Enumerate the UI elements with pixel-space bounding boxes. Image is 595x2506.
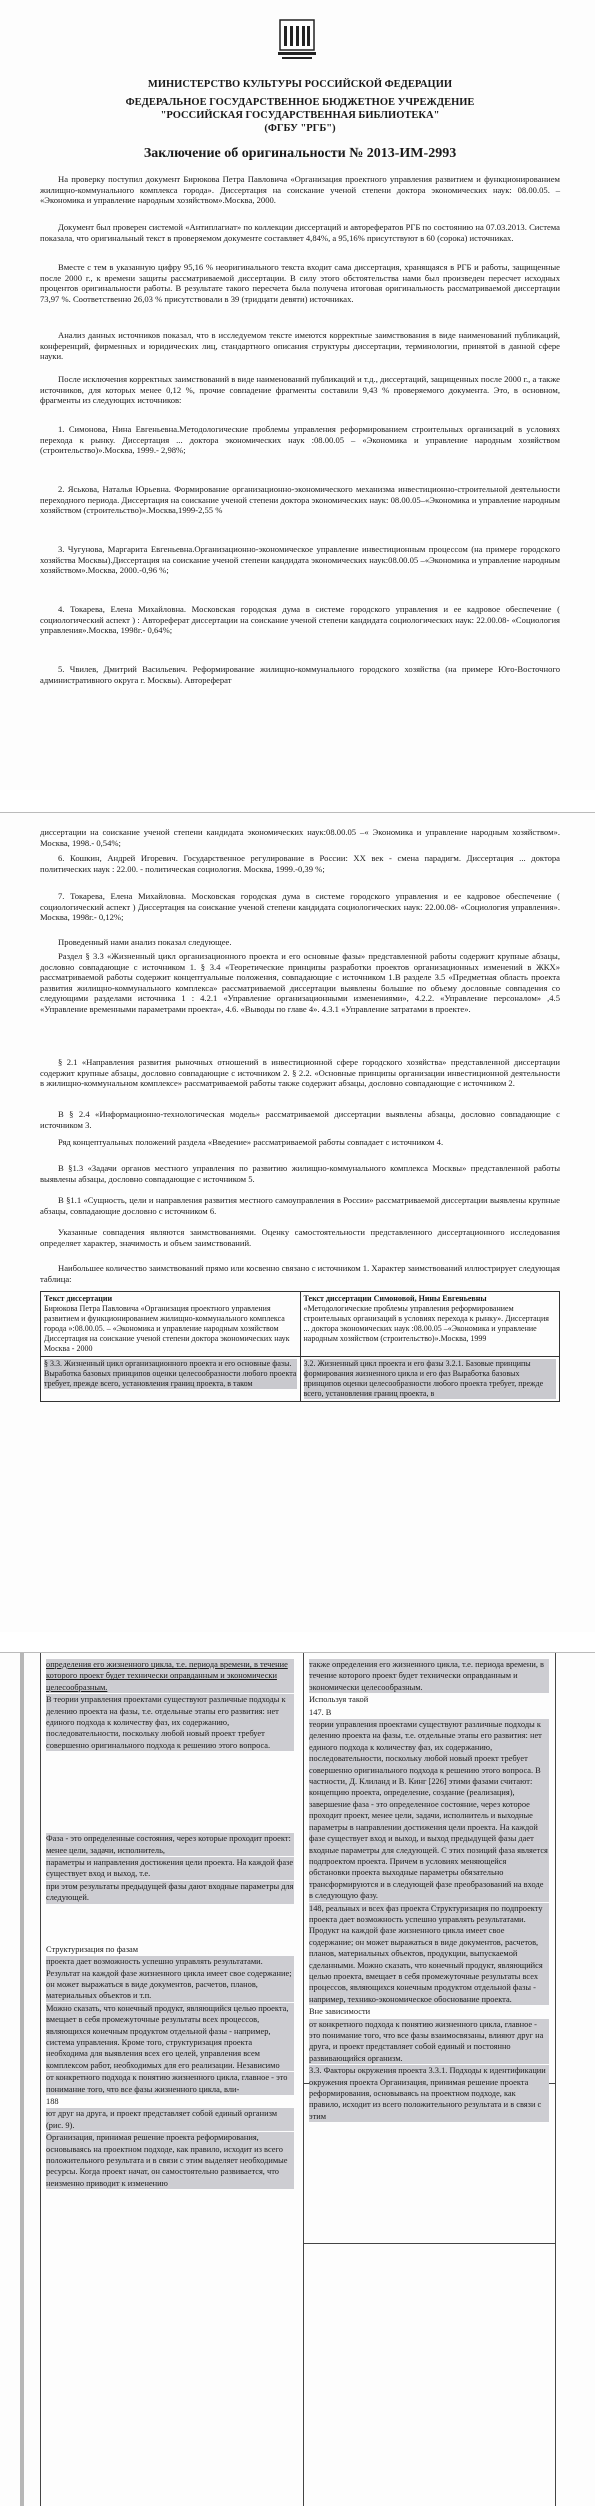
table-head-left: Бирюкова Петра Павловича «Организация проектного управления развитием и функционированием жилищно-коммунального комплекса города »:08.00.05. – «Экономика и управление народным хозяйством Диссертация на соискание ученой степени доктора экономических наук Москва - 2000 [44,1304,290,1353]
institution-line-1: ФЕДЕРАЛЬНОЕ ГОСУДАРСТВЕННОЕ БЮДЖЕТНОЕ УЧРЕЖДЕНИЕ [125,97,475,108]
text-fragment: Можно сказать, что конечный продукт, являющийся целью проекта, вмещает в себя промежуточные результаты всех процессов, являющихся конечным продуктом отдельной фазы - например, система управления. Кроме того, структуризация проекта необходима для выявления всех его целей, управления всем комплексом работ, необходимых для его реализации. Независимо [46,2003,294,2071]
finding-paragraph: Ряд концептуальных положений раздела «Введение» рассматриваемой работы совпадает с источником 4. [58,1137,444,1147]
text-fragment: при этом результаты предыдущей фазы дают входные параметры для следующей. [46,1881,294,1903]
table-divider [303,1653,304,2506]
ministry-heading: МИНИСТЕРСТВО КУЛЬТУРЫ РОССИЙСКОЙ ФЕДЕРАЦИИ [147,79,453,90]
intro-paragraph: На проверку поступил документ Бирюкова Петра Павловича «Организация проектного управления развитием и функционированием жилищно-коммунального комплекса города». Диссертация на соискание ученой степени доктора экономических наук: 08.00.05. – «Экономика и управление народным хозяйством».Москва, 2000. [40,174,560,206]
table-border-left [40,1653,41,2506]
text-fragment: определения его жизненного цикла, т.е. периода времени, в течение которого проект будет технически оправданным и экономически целесообразным. [46,1659,294,1693]
text-fragment: Вне зависимости [309,2007,371,2017]
text-fragment: Структуризация по фазам [46,1944,139,1954]
source-item: 1. Симонова, Нина Евгеньевна.Методологические проблемы управления реформированием строительных организаций в условиях перехода к рынку. Диссертация ... доктора экономических наук :08.00.05 – «Экономика и управление народным хозяйством (строительство)».Москва, 1999.- 2,98%; [40,424,560,456]
page-3 [0,1652,595,2506]
comparison-table [40,1291,560,1402]
source-item: 5. Чвилев, Дмитрий Васильевич. Реформирование жилищно-коммунального городского хозяйства (на примере Юго-Восточного административного округа г. Москвы). Автореферат [40,664,560,685]
recalculation-paragraph: Вместе с тем в указанную цифру 95,16 % неоригинального текста входит сама диссертация, хранящаяся в РГБ и работы, защищенные после 2000 г., к времени защиты рассматриваемой диссертации. В силу этого обстоятельства нами был произведен пересчет исходных процентов оригинальности работы. В результате такого пересчета была получена итоговая оригинальность рассматриваемой диссертации 73,97 %. Соответственно 26,03 % присутствовали в 39 (тридцати девяти) источниках. [40,262,560,304]
row-divider [303,2243,555,2244]
right-column [309,1659,549,2123]
page-1 [0,0,595,790]
borrowings-paragraph: После исключения корректных заимствований в виде наименований публикаций и т.д., диссертаций, защищенных после 2000 г., а также источников, для которых менее 0,12 %, прочие совпадение фрагменты составили 9,43 % проверяемого документа. Это, в основном, фрагменты из следующих источников: [40,374,560,406]
left-column [46,1659,294,2190]
spacer [46,1752,294,1832]
source-continuation: диссертации на соискание ученой степени кандидата экономических наук:08.00.05 –« Экономика и управление народным хозяйством». Москва, 1998.- 0,54%; [40,827,560,848]
table-border-right [555,1653,556,2506]
table-head-left-title: Текст диссертации [44,1294,113,1303]
finding-paragraph: Указанные совпадения являются заимствованиями. Оценку самостоятельности представленного диссертационного исследования определяет характер, значимость и объем заимствований. [40,1227,560,1248]
table-row [41,1357,560,1402]
text-fragment: Используя такой [309,1695,369,1705]
text-fragment: 148, реальных и всех фаз проекта Структуризация по подпроекту проекта дает возможность успешно управлять результатами. Продукт на каждой фазе жизненного цикла имеет свое содержание; он может выражаться в виде документов, расчетов, планов, материальных объектов, продукции, выпускаемой сделанными. Можно сказать, что конечный продукт, являющийся целью проекта, вмещает в себя промежуточные результаты всех процессов, являющихся конечным продуктом отдельной фазы - например, технико-экономическое обоснование проекта. [309,1903,549,2006]
text-fragment: В теории управления проектами существуют различные подходы к делению проекта на фазы, т.е. отдельные этапы его развития: нет единого подхода к количеству фаз, их содержанию, последовательности, поскольку любой новый проект требует совершенно оригинального подхода к решению этого вопроса. [46,1694,294,1751]
table-cell-left: § 3.3. Жизненный цикл организационного проекта и его основные фазы. Выработка базовых принципов оценки целесообразности любого проекта требует, прежде всего, установления границ проекта, в таком [44,1359,297,1388]
source-item: 4. Токарева, Елена Михайловна. Московская городская дума в системе городского управления и ее кадровое обеспечение ( социологический аспект ) : Автореферат диссертации на соискание ученой степени кандидата социологических наук: 22.00.08- «Социология управления».Москва, 1998г.- 0,64%; [40,604,560,636]
source-item: 3. Чугунова, Маргарита Евгеньевна.Организационно-экономическое управление инвестиционным процессом (на примере городского хозяйства Москвы).Диссертация на соискание ученой степени кандидата экономических наук:08.00.05 –«Экономика и управление народным хозяйством».Москва, 2000.-0,96 %; [40,544,560,576]
text-fragment: Фаза - это определенные состояния, через которые проходит проект: менее цели, задачи, исполнитель, [46,1833,294,1856]
source-item: 7. Токарева, Елена Михайловна. Московская городская дума в системе городского управления и ее кадровое обеспечение ( социологический аспект ) Диссертация на соискание ученой степени кандидата социологических наук: 22.00.08- «Социология управления». Москва, 1998г.- 0,12%; [40,891,560,923]
institution-line-2: "РОССИЙСКАЯ ГОСУДАРСТВЕННАЯ БИБЛИОТЕКА" [160,110,440,121]
finding-paragraph: § 2.1 «Направления развития рыночных отношений в инвестиционной сфере городского хозяйства» представленной диссертации содержит крупные абзацы, дословно совпадающие с источником 2. § 2.2. «Основные принципы организации инвестиционной деятельности в жилищно-коммунальном комплексе» рассматриваемой работы также содержит абзацы, дословно совпадающие с источником 2. [40,1057,560,1089]
finding-paragraph: В § 2.4 «Информационно-технологическая модель» рассматриваемой диссертации выявлены абзацы, дословно совпадающие с источником 3. [40,1109,560,1130]
table-intro: Наибольшее количество заимствований прямо или косвенно связано с источником 1. Характер заимствований иллюстрирует следующая таблица: [40,1263,560,1284]
institution-short: (ФГБУ "РГБ") [264,123,336,134]
document-title: Заключение об оригинальности № 2013-ИМ-2993 [143,146,457,161]
text-fragment: 147. В [309,1707,332,1717]
table-head-right-title: Текст диссертации Симоновой, Нины Евгеньевны [303,1294,487,1303]
source-item: 6. Кошкин, Андрей Игоревич. Государственное регулирование в России: XX век - смена парадигм. Диссертация ... доктора политических наук : 22.00. - политическая социология. Москва, 1999.-0,39 %; [40,853,560,874]
text-fragment: от конкретного подхода к понятию жизненного цикла, главное - это понимание того, что все фазы жизненного цикла, вли- [46,2072,294,2095]
source-item: 2. Яськова, Наталья Юрьевна. Формирование организационно-экономического механизма инвестиционно-строительной деятельности переходного периода. Диссертация на соискание ученой степени доктора экономических наук: 08.00.05–«Экономика и управление народным хозяйством (строительство)».Москва,1999-2,55 % [40,484,560,516]
text-fragment: Организация, принимая решение проекта реформирования, основываясь на проектном подходе, как правило, исходит из всего положительного результата и в связи с этим выделяет необходимые ресурсы. Когда проект начат, он самостоятельно развивается, что неизменно приводит к изменению [46,2132,294,2189]
table-head-right: «Методологические проблемы управления реформированием строительных организаций в условиях перехода к рынку». Диссертация ... доктора экономических наук :08.00.05 –«Экономика и управление народным хозяйством (строительство)».Москва, 1999 [303,1304,549,1343]
spacer [46,1905,294,1943]
library-emblem-icon [276,16,318,64]
finding-paragraph: Раздел § 3.3 «Жизненный цикл организационного проекта и его основные фазы» представленной работы содержит крупные абзацы, дословно совпадающие с источником 1. § 3.4 «Теоретические принципы разработки проектов организационных изменений в ЖКХ» рассматриваемой работы содержит концептуальные положения, совпадающие с источником 1.В разделе 3.5 «Предметная область проекта развития жилищно-коммунального комплекса» рассматриваемой диссертации выявлены большие по объему дословные совпадения со следующими разделами источника 1 : 4.2.1 «Управление организационными изменениями», 4.2.2. «Управление персоналом» ,4.5 «Управление временными параметрами проекта», 4.6. «Выводы по главе 4». 4.3.1 «Управление затратами в проекте». [40,951,560,1014]
table-header-row [41,1292,560,1357]
finding-paragraph: В §1.1 «Сущность, цели и направления развития местного самоуправления в России» рассматриваемой диссертации выявлены крупные абзацы, совпадающие дословно с источником 6. [40,1195,560,1216]
text-fragment: ют друг на друга, и проект представляет собой единый организм (рис. 9). [46,2108,294,2131]
finding-paragraph: В §1.3 «Задачи органов местного управления по развитию жилищно-коммунального комплекса Москвы» представленной работы выявлены абзацы, дословно совпадающие с источником 5. [40,1163,560,1184]
text-fragment: также определения его жизненного цикла, т.е. периода времени, в течение которого проект будет технически оправданным и экономически целесообразным. [309,1659,549,1693]
text-fragment: проекта дает возможность успешно управлять результатами. Результат на каждой фазе жизненного цикла имеет свое содержание; он может выражаться в виде документов, расчетов, планов, материальных объектов и т.п. [46,1956,294,2002]
text-fragment: параметры и направления достижения цели проекта. На каждой фазе существует вход и выход, т.е. [46,1858,294,1879]
scan-edge [20,1653,24,2506]
analysis-paragraph: Анализ данных источников показал, что в исследуемом тексте имеются корректные заимствования в виде наименований публикаций, конференций, фирменных и юридических лиц, стандартного описания структуры диссертации, терминологии, принятой в данной сфере науки. [40,330,560,362]
page-2 [0,812,595,1632]
text-fragment: теории управления проектами существуют различные подходы к делению проекта на фазы, т.е. отдельные этапы его развития: нет единого подхода к количеству фаз, их содержанию, последовательности, поскольку любой новый проект требует совершенно оригинального подхода к решению этого вопроса. В частности, Д. Клиланд и В. Кинг [226] этими фазами считают: концепцию проекта, определение, создание (реализация), завершение фаза - это определенное состояние, через которое проходит проект, менее цели, задачи, исполнитель и выходные параметры в направлении достижения цели проекта. На каждой фазе существует вход и выход, и выход предыдущей фазы дает входные параметры для следующей. С этих позиций фаза является подпроектом проекта. Причем в условиях меняющейся обстановки проекта выходные параметры обязательно трансформируются и в следующей фазе преобразований на входе в следующую фазу. [309,1720,548,1901]
analysis-intro: Проведенный нами анализ показал следующее. [58,937,232,947]
text-fragment: 3.3. Факторы окружения проекта 3.3.1. Подходы к идентификации окружения проекта Организация, принимая решение проекта реформирования, основываясь на проектном подходе, как правило, исходит из всего положительного результата и в связи с этим [309,2065,549,2122]
page-number: 188 [46,2096,59,2106]
text-fragment: от конкретного подхода к понятию жизненного цикла, главное - это понимание того, что все фазы взаимосвязаны, влияют друг на друга, и проект представляет собой единый и постоянно развивающийся организм. [309,2019,549,2065]
table-cell-right: 3.2. Жизненный цикл проекта и его фазы 3.2.1. Базовые принципы формирования жизненного цикла и его фаз Выработка базовых принципов оценки целесообразности любого проекта требует, прежде всего, установления границ проекта, в [304,1359,557,1399]
antiplagiat-paragraph: Документ был проверен системой «Антиплагиат» по коллекции диссертаций и авторефератов РГБ по состоянию на 07.03.2013. Система показала, что оригинальный текст в проверяемом документе составляет 4,84%, а 95,16% присутствуют в 60 (сорока) источниках. [40,222,560,243]
